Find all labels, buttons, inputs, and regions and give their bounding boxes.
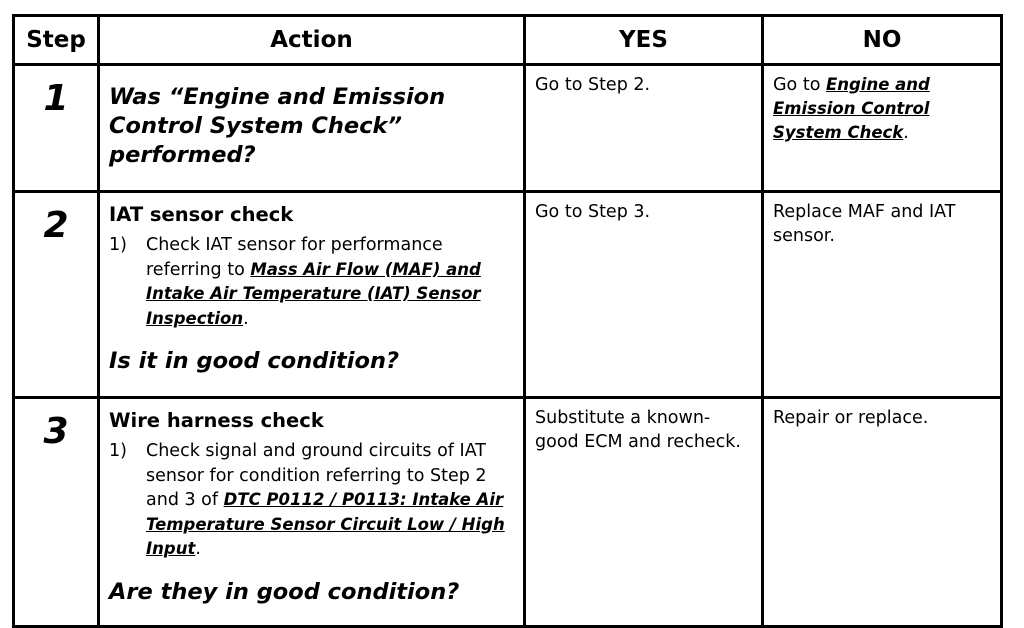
table-row [14,192,1002,398]
no-suffix: . [903,123,909,143]
reference-link-maf-iat-inspection[interactable]: Mass Air Flow (MAF) and Intake Air Temperature (IAT) Sensor Inspection [146,259,481,328]
substep-end: . [195,539,201,559]
yes-cell: Go to Step 2. [525,65,763,192]
header-no: NO [763,16,1002,65]
action-cell [99,192,525,398]
header-row [14,16,1002,65]
header-action: Action [99,16,525,65]
substep-end: . [243,308,249,329]
substep-number: 1) [109,235,127,255]
substep [109,233,517,331]
question-text: Was “Engine and Emission Control System Check” performed? [109,84,446,168]
reference-link-dtc-p0112-p0113[interactable]: DTC P0112 / P0113: Intake Air Temperature Sensor Circuit Low / High Input [146,490,505,558]
substep-body: Check IAT sensor for performance referring to [146,235,443,280]
yes-cell: Go to Step 3. [525,192,763,398]
no-cell: Repair or replace. [763,398,1002,627]
step-number: 3 [14,398,99,627]
yes-cell: Substitute a known-good ECM and recheck. [525,398,763,627]
substep [109,439,517,562]
substep-text [146,233,517,331]
substep-body: Check signal and ground circuits of IAT sensor for condition referring to Step 2 and 3 of [146,441,487,510]
reference-link-engine-emission-check[interactable]: Engine and Emission Control System Check [773,75,930,142]
check-title: IAT sensor check [109,203,294,226]
question-text: Are they in good condition? [109,578,460,605]
diagnostic-table [12,14,1003,628]
table-row [14,398,1002,627]
substep-number: 1) [109,441,127,461]
no-cell [763,65,1002,192]
check-title: Wire harness check [109,409,324,432]
substep-text [146,439,517,562]
no-prefix: Go to [773,75,826,95]
action-cell [99,65,525,192]
header-step: Step [14,16,99,65]
header-yes: YES [525,16,763,65]
step-number: 1 [14,65,99,192]
table-row [14,65,1002,192]
action-cell [99,398,525,627]
question-text: Is it in good condition? [109,348,400,374]
step-number: 2 [14,192,99,398]
no-cell: Replace MAF and IAT sensor. [763,192,1002,398]
